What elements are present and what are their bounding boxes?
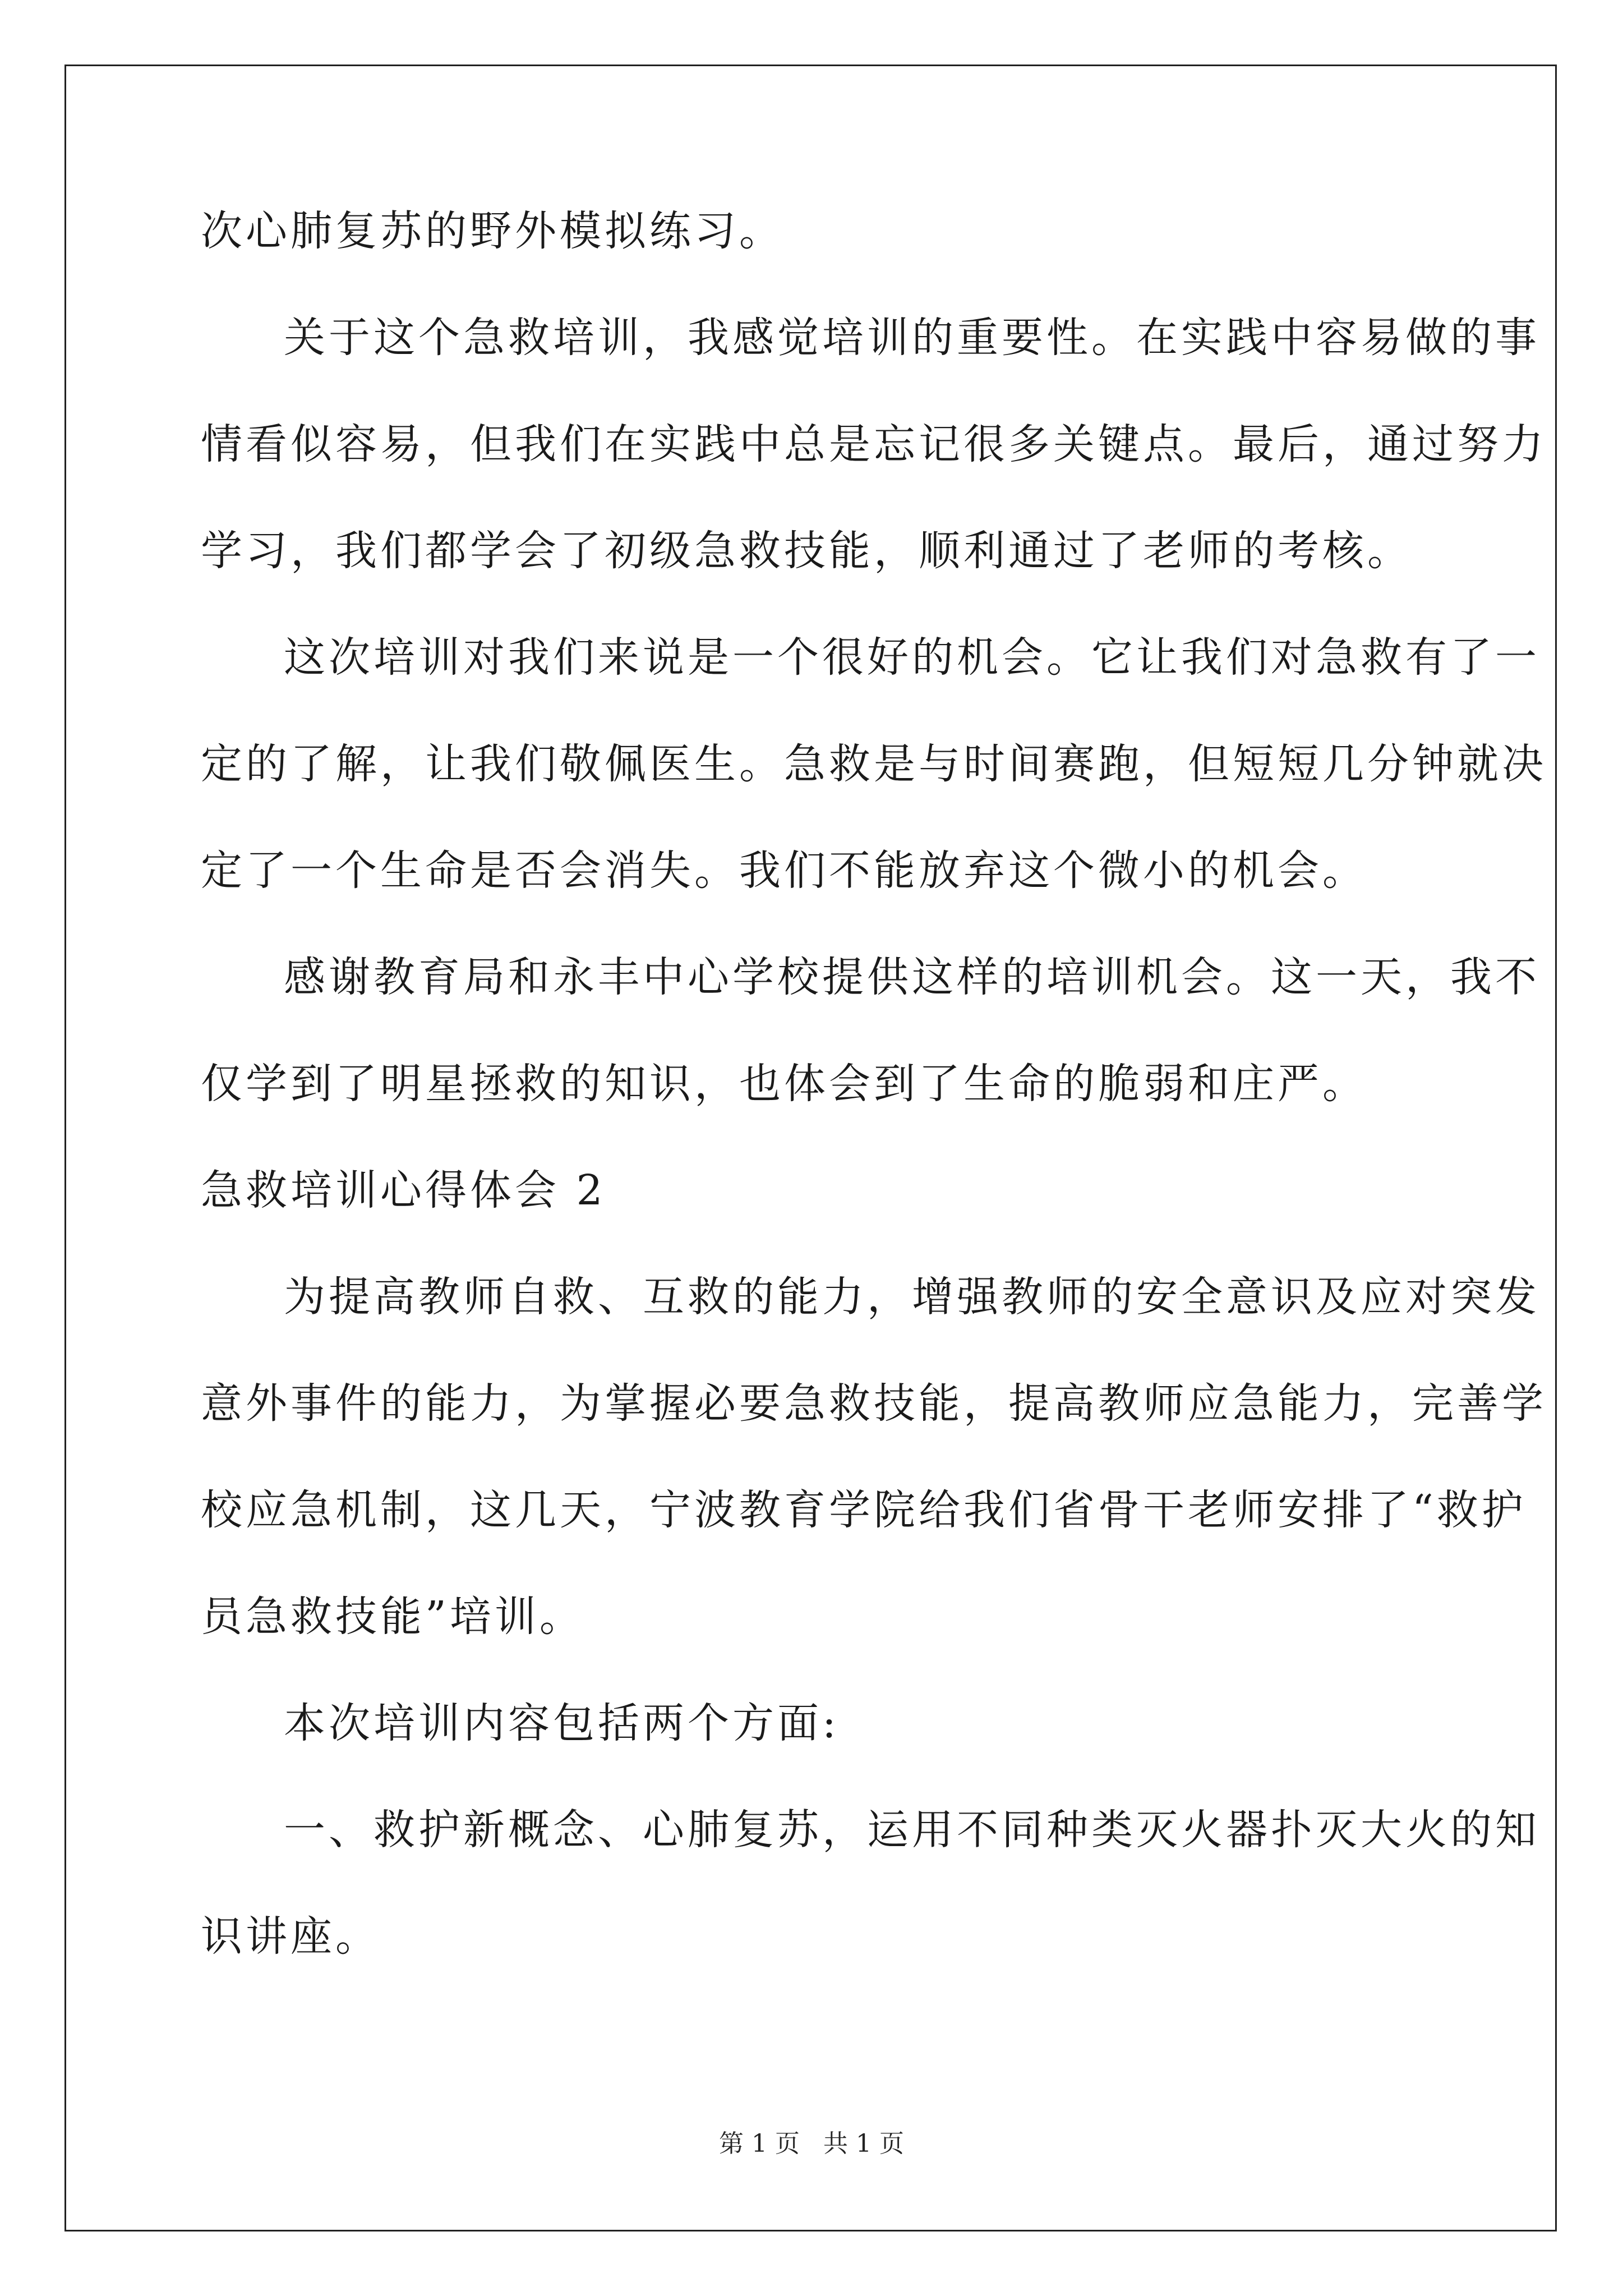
text-line: 仅学到了明星拯救的知识，也体会到了生命的脆弱和庄严。 <box>201 1060 1367 1108</box>
text-line: 校应急机制，这几天，宁波教育学院给我们省骨干老师安排了“救护 <box>201 1486 1527 1534</box>
section-heading: 急救培训心得体会 2 <box>201 1166 606 1214</box>
text-line: 次心肺复苏的野外模拟练习。 <box>201 207 784 255</box>
text-line: 定了一个生命是否会消失。我们不能放弃这个微小的机会。 <box>201 846 1367 895</box>
page-footer: 第 1 页 共 1 页 <box>719 2129 904 2158</box>
text-line: 定的了解，让我们敬佩医生。急救是与时间赛跑，但短短几分钟就决 <box>201 740 1547 788</box>
text-line: 员急救技能”培训。 <box>201 1593 584 1641</box>
paragraph-line: 关于这个急救培训，我感觉培训的重要性。在实践中容易做的事 <box>284 314 1540 362</box>
text-line: 意外事件的能力，为掌握必要急救技能，提高教师应急能力，完善学 <box>201 1379 1547 1428</box>
paragraph-line: 一、救护新概念、心肺复苏，运用不同种类灭火器扑灭大火的知 <box>284 1806 1540 1854</box>
text-line: 识讲座。 <box>201 1912 380 1961</box>
paragraph-line: 感谢教育局和永丰中心学校提供这样的培训机会。这一天，我不 <box>284 953 1540 1001</box>
paragraph-line: 为提高教师自救、互救的能力，增强教师的安全意识及应对突发 <box>284 1273 1540 1321</box>
page-border <box>64 65 1557 2231</box>
text-line: 情看似容易，但我们在实践中总是忘记很多关键点。最后，通过努力 <box>201 420 1547 468</box>
paragraph-line: 这次培训对我们来说是一个很好的机会。它让我们对急救有了一 <box>284 633 1540 682</box>
text-line: 学习，我们都学会了初级急救技能，顺利通过了老师的考核。 <box>201 527 1412 575</box>
paragraph-line: 本次培训内容包括两个方面: <box>284 1699 840 1747</box>
